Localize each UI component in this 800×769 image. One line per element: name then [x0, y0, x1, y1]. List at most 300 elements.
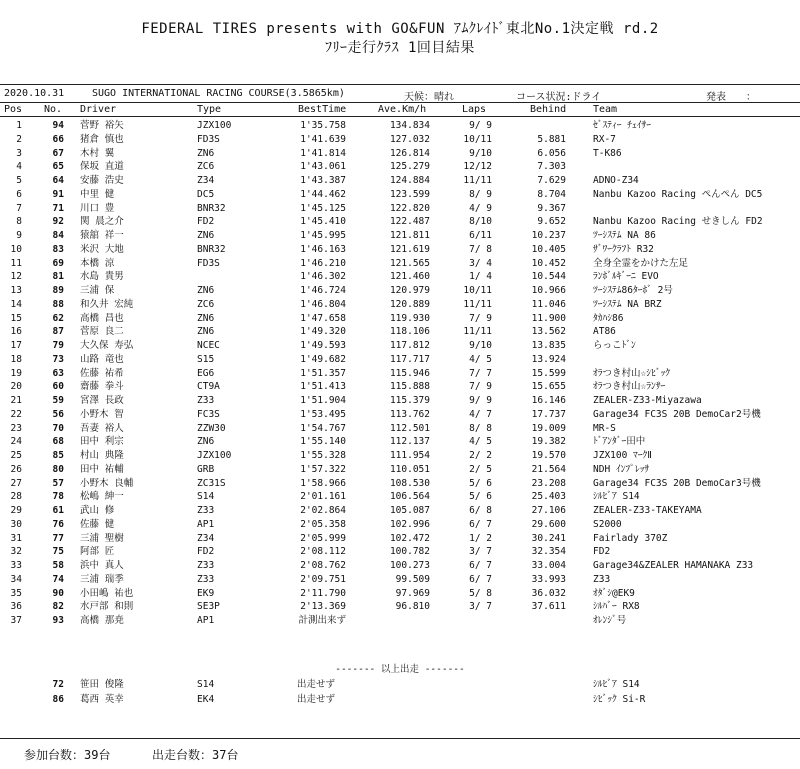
table-row — [0, 119, 800, 133]
cell-car-number: 88 — [52, 298, 64, 310]
cell-car-type: ZC6 — [197, 298, 215, 310]
cell-best-time: 2'02.864 — [300, 505, 346, 516]
table-row — [0, 532, 800, 546]
cell-laps: 1/ 2 — [469, 532, 492, 544]
cell-car-number: 67 — [52, 147, 64, 159]
cell-car-type: GRB — [197, 463, 215, 475]
cell-pos: 11 — [10, 257, 22, 269]
cell-car-type: EG6 — [197, 367, 215, 379]
cell-best-time: 1'41.639 — [300, 133, 346, 145]
cell-behind: 11.900 — [531, 312, 566, 324]
cell-pos: 36 — [10, 601, 22, 613]
cell-behind: 13.562 — [531, 326, 566, 338]
cell-team: MR-S — [593, 422, 616, 434]
cell-car-number: 73 — [52, 353, 64, 365]
cell-laps: 8/ 9 — [469, 188, 492, 200]
cell-pos: 30 — [10, 518, 22, 530]
table-row — [0, 215, 800, 229]
cell-behind: 33.993 — [531, 573, 566, 585]
cell-best-time: 1'49.682 — [300, 353, 346, 365]
cell-driver: 中里 健 — [80, 188, 115, 200]
cell-pos: 17 — [10, 340, 22, 351]
cell-driver: 米沢 大地 — [80, 243, 124, 255]
cell-best-time: 2'01.161 — [300, 491, 346, 503]
cell-driver: 菅野 裕矢 — [80, 120, 124, 131]
cell-laps: 8/10 — [469, 216, 492, 228]
cell-pos: 33 — [10, 560, 22, 571]
cell-laps: 6/ 8 — [469, 505, 492, 516]
cell-car-type: ZC31S — [197, 477, 226, 489]
non-starter-row — [0, 693, 800, 707]
cell-laps: 10/11 — [463, 285, 492, 296]
cell-laps: 6/11 — [469, 230, 492, 241]
cell-pos: 13 — [10, 285, 22, 296]
cell-car-type: NCEC — [197, 340, 220, 351]
cell-pos: 6 — [16, 188, 22, 200]
cell-driver: 小野木 良輔 — [80, 477, 134, 489]
table-row — [0, 504, 800, 518]
cell-best-time: 1'46.210 — [300, 257, 346, 269]
cell-team: 全身全霊をかけた左足 — [593, 257, 689, 269]
cell-driver: 小野木 智 — [80, 408, 124, 420]
cell-behind: 30.241 — [531, 532, 566, 544]
cell-driver: 川口 豊 — [80, 202, 115, 214]
cell-behind: 33.004 — [531, 560, 566, 571]
header-driver: Driver — [80, 104, 117, 115]
cell-car-type: EK4 — [197, 694, 215, 705]
table-row — [0, 422, 800, 436]
table-row — [0, 614, 800, 628]
cell-ave-speed: 123.599 — [389, 188, 430, 200]
table-row — [0, 284, 800, 298]
cell-team: ｼﾋﾞｯｸ Si-R — [593, 694, 646, 705]
cell-team: ｼﾙﾋﾞｱ S14 — [593, 679, 640, 690]
cell-ave-speed: 121.565 — [389, 257, 430, 269]
cell-car-type: ZC6 — [197, 161, 215, 173]
table-row — [0, 490, 800, 504]
cell-team: ｼﾙﾊﾞｰ RX8 — [593, 601, 640, 613]
cell-car-number: 85 — [52, 450, 64, 461]
cell-behind: 29.600 — [531, 518, 566, 530]
table-row — [0, 449, 800, 463]
table-row — [0, 435, 800, 449]
cell-car-number: 72 — [52, 679, 64, 690]
course-name: SUGO INTERNATIONAL RACING COURSE(3.5865km) — [92, 88, 345, 99]
cell-ave-speed: 110.051 — [389, 463, 430, 475]
header-type: Type — [197, 104, 222, 115]
cell-car-number: 69 — [52, 257, 64, 269]
cell-car-number: 90 — [52, 587, 64, 599]
cell-ave-speed: 127.032 — [389, 133, 430, 145]
cell-pos: 7 — [16, 202, 22, 214]
cell-car-number: 56 — [52, 408, 64, 420]
cell-driver: 関 晨之介 — [80, 216, 124, 228]
cell-pos: 27 — [10, 477, 22, 489]
cell-car-number: 80 — [52, 463, 64, 475]
cell-car-type: ZN6 — [197, 285, 215, 296]
cell-driver: 松嶋 紳一 — [80, 491, 124, 503]
cell-pos: 22 — [10, 408, 22, 420]
cell-car-number: 57 — [52, 477, 64, 489]
cell-pos: 2 — [16, 133, 22, 145]
cell-best-time: 1'44.462 — [300, 188, 346, 200]
cell-best-time: 2'09.751 — [300, 573, 346, 585]
cell-car-type: ZN6 — [197, 436, 215, 448]
cell-driver: 木村 翼 — [80, 147, 115, 159]
non-starter-row — [0, 678, 800, 692]
cell-team: ﾂｰｼｽﾃﾑ86ﾀｰﾎﾞ 2号 — [593, 285, 673, 296]
cell-behind: 16.146 — [531, 395, 566, 406]
cell-car-type: S15 — [197, 353, 215, 365]
cell-ave-speed: 126.814 — [389, 147, 430, 159]
cell-car-type: DC5 — [197, 188, 215, 200]
cell-car-number: 75 — [52, 546, 64, 558]
cell-best-time: 1'53.495 — [300, 408, 346, 420]
table-row — [0, 312, 800, 326]
cell-team: Garage34 FC3S 20B DemoCar3号機 — [593, 477, 761, 489]
cell-team: ﾂｰｼｽﾃﾑ NA BRZ — [593, 298, 662, 310]
cell-behind: 37.611 — [531, 601, 566, 613]
cell-driver: 宮澤 長政 — [80, 395, 124, 406]
cell-laps: 5/ 6 — [469, 491, 492, 503]
cell-laps: 6/ 7 — [469, 518, 492, 530]
cell-best-time: 計測出来ず — [298, 615, 346, 626]
starters-count: 出走台数：37台 — [152, 748, 239, 762]
cell-best-time: 1'45.410 — [300, 216, 346, 228]
cell-pos: 37 — [10, 615, 22, 626]
cell-car-type: FD3S — [197, 133, 220, 145]
cell-team: Fairlady 370Z — [593, 532, 668, 544]
cell-pos: 24 — [10, 436, 22, 448]
cell-car-type: Z33 — [197, 573, 215, 585]
cell-team: RX-7 — [593, 133, 616, 145]
cell-driver: 佐藤 健 — [80, 518, 115, 530]
cell-car-number: 60 — [52, 381, 64, 393]
cell-laps: 9/ 9 — [469, 120, 492, 131]
cell-car-number: 76 — [52, 518, 64, 530]
table-row — [0, 339, 800, 353]
cell-driver: 高橋 昌也 — [80, 312, 124, 324]
cell-laps: 11/11 — [463, 298, 492, 310]
cell-behind: 13.835 — [531, 340, 566, 351]
cell-best-time: 2'13.369 — [300, 601, 346, 613]
cell-behind: 9.652 — [537, 216, 566, 228]
cell-car-type: JZX100 — [197, 450, 232, 461]
cell-best-time: 2'08.112 — [300, 546, 346, 558]
cell-ave-speed: 118.106 — [389, 326, 430, 338]
cell-car-number: 92 — [52, 216, 64, 228]
cell-laps: 3/ 7 — [469, 546, 492, 558]
cell-car-type: Z34 — [197, 532, 215, 544]
table-row — [0, 463, 800, 477]
cell-laps: 11/11 — [463, 326, 492, 338]
cell-laps: 7/ 8 — [469, 243, 492, 255]
table-row — [0, 147, 800, 161]
cell-driver: 田中 利宗 — [80, 436, 124, 448]
cell-car-type: Z33 — [197, 560, 215, 571]
table-row — [0, 174, 800, 188]
cell-car-type: Z33 — [197, 395, 215, 406]
cell-laps: 5/ 8 — [469, 587, 492, 599]
cell-driver: 安藤 浩史 — [80, 175, 124, 186]
cell-driver: 佐藤 祐希 — [80, 367, 124, 379]
cell-laps: 9/ 9 — [469, 395, 492, 406]
table-row — [0, 477, 800, 491]
cell-car-number: 70 — [52, 422, 64, 434]
cell-car-type: FD2 — [197, 216, 215, 228]
cell-pos: 21 — [10, 395, 22, 406]
cell-laps: 10/11 — [463, 133, 492, 145]
cell-laps: 5/ 6 — [469, 477, 492, 489]
cell-ave-speed: 121.619 — [389, 243, 430, 255]
cell-best-time: 2'05.999 — [300, 532, 346, 544]
cell-best-time: 2'08.762 — [300, 560, 346, 571]
cell-ave-speed: 113.762 — [389, 408, 430, 420]
cell-team: ｻﾞﾜｰｸﾗﾌﾄ R32 — [593, 243, 654, 255]
page-title: FEDERAL TIRES presents with GO&FUN ｱﾑｸﾚｲﾄﾞ東北No.1決定戦 rd.2 — [141, 21, 659, 37]
cell-best-time: 1'46.804 — [300, 298, 346, 310]
cell-best-time: 1'55.328 — [300, 450, 346, 461]
cell-car-number: 63 — [52, 367, 64, 379]
cell-team: Garage34 FC3S 20B DemoCar2号機 — [593, 408, 761, 420]
cell-car-number: 58 — [52, 560, 64, 571]
cell-car-type: ZZW30 — [197, 422, 226, 434]
cell-behind: 8.704 — [537, 188, 566, 200]
cell-car-type: ZN6 — [197, 312, 215, 324]
cell-car-number: 71 — [52, 202, 64, 214]
cell-ave-speed: 112.137 — [389, 436, 430, 448]
cell-ave-speed: 102.996 — [389, 518, 430, 530]
cell-car-type: Z33 — [197, 505, 215, 516]
cell-behind: 10.237 — [531, 230, 566, 241]
cell-pos: 23 — [10, 422, 22, 434]
cell-best-time: 1'41.814 — [300, 147, 346, 159]
cell-behind: 17.737 — [531, 408, 566, 420]
cell-pos: 15 — [10, 312, 22, 324]
cell-ave-speed: 121.460 — [389, 271, 430, 283]
cell-car-number: 65 — [52, 161, 64, 173]
cell-ave-speed: 122.487 — [389, 216, 430, 228]
cell-laps: 4/ 5 — [469, 436, 492, 448]
table-row — [0, 229, 800, 243]
cell-ave-speed: 120.979 — [389, 285, 430, 296]
cell-car-type: AP1 — [197, 518, 215, 530]
cell-car-type: BNR32 — [197, 243, 226, 255]
cell-driver: 浜中 真人 — [80, 560, 124, 571]
cell-team: ZEALER-Z33-TAKEYAMA — [593, 505, 702, 516]
table-row — [0, 257, 800, 271]
cell-driver: 三浦 瑞季 — [80, 573, 124, 585]
cell-car-type: CT9A — [197, 381, 220, 393]
cell-driver: 三浦 聖樹 — [80, 532, 124, 544]
cell-car-number: 89 — [52, 285, 64, 296]
cell-ave-speed: 117.717 — [389, 353, 430, 365]
cell-pos: 28 — [10, 491, 22, 503]
cell-behind: 5.881 — [537, 133, 566, 145]
cell-driver: 本橋 涼 — [80, 257, 115, 269]
cell-car-number: 74 — [52, 573, 64, 585]
cell-pos: 5 — [16, 175, 22, 186]
cell-car-number: 93 — [52, 615, 64, 626]
cell-pos: 3 — [16, 147, 22, 159]
cell-team: ｾﾞｽﾃｨｰ ﾁｪｲｻｰ — [593, 120, 651, 131]
course-status: コース状況:ドライ — [516, 92, 602, 103]
cell-behind: 19.570 — [531, 450, 566, 461]
table-row — [0, 298, 800, 312]
cell-driver: 保坂 直道 — [80, 161, 124, 173]
cell-ave-speed: 115.888 — [389, 381, 430, 393]
table-row — [0, 188, 800, 202]
cell-team: ﾀｶﾊｼ86 — [593, 312, 624, 324]
cell-best-time: 1'46.724 — [300, 285, 346, 296]
cell-pos: 20 — [10, 381, 22, 393]
cell-driver: 猪倉 慎也 — [80, 133, 124, 145]
cell-car-number: 82 — [52, 601, 64, 613]
cell-behind: 15.655 — [531, 381, 566, 393]
cell-laps: 2/ 2 — [469, 450, 492, 461]
page-subtitle: ﾌﾘｰ走行ｸﾗｽ 1回目結果 — [325, 40, 475, 56]
cell-laps: 9/10 — [469, 147, 492, 159]
cell-driver: 水島 貴男 — [80, 271, 124, 283]
cell-best-time: 1'54.767 — [300, 422, 346, 434]
cell-driver: 武山 修 — [80, 505, 115, 516]
cell-car-number: 77 — [52, 532, 64, 544]
cell-laps: 4/ 9 — [469, 202, 492, 214]
cell-best-time: 1'49.320 — [300, 326, 346, 338]
cell-driver: 阿部 匠 — [80, 546, 115, 558]
cell-behind: 7.629 — [537, 175, 566, 186]
cell-behind: 11.046 — [531, 298, 566, 310]
cell-best-time: 2'11.790 — [300, 587, 346, 599]
cell-pos: 14 — [10, 298, 22, 310]
cell-car-type: FD2 — [197, 546, 215, 558]
cell-pos: 4 — [16, 161, 22, 173]
cell-behind: 25.403 — [531, 491, 566, 503]
cell-team: らっこﾄﾞﾝ — [593, 340, 636, 351]
cell-ave-speed: 100.782 — [389, 546, 430, 558]
cell-ave-speed: 108.530 — [389, 477, 430, 489]
cell-car-type: FD3S — [197, 257, 220, 269]
cell-driver: 和久井 宏純 — [80, 298, 134, 310]
cell-team: ｼﾙﾋﾞｱ S14 — [593, 491, 640, 503]
cell-car-number: 64 — [52, 175, 64, 186]
cell-car-number: 87 — [52, 326, 64, 338]
cell-behind: 23.208 — [531, 477, 566, 489]
header-laps: Laps — [462, 104, 487, 115]
cell-behind: 10.966 — [531, 285, 566, 296]
table-row — [0, 202, 800, 216]
cell-laps: 7/ 9 — [469, 312, 492, 324]
cell-car-number: 59 — [52, 395, 64, 406]
cell-pos: 26 — [10, 463, 22, 475]
table-row — [0, 518, 800, 532]
cell-best-time: 1'55.140 — [300, 436, 346, 448]
cell-car-type: Z34 — [197, 175, 215, 186]
cell-pos: 31 — [10, 532, 22, 544]
cell-laps: 3/ 7 — [469, 601, 492, 613]
cell-behind: 19.382 — [531, 436, 566, 448]
cell-team: Nanbu Kazoo Racing ぺんぺん DC5 — [593, 188, 763, 200]
table-row — [0, 380, 800, 394]
summary-bar — [0, 738, 800, 769]
cell-team: Z33 — [593, 573, 611, 585]
cell-car-type: BNR32 — [197, 202, 226, 214]
cell-best-time: 1'45.995 — [300, 230, 346, 241]
cell-driver: 猿舘 祥一 — [80, 230, 124, 241]
cell-team: ﾂｰｼｽﾃﾑ NA 86 — [593, 230, 656, 241]
cell-driver: 水戸部 和則 — [80, 601, 134, 613]
cell-behind: 10.544 — [531, 271, 566, 283]
cell-car-number: 91 — [52, 188, 64, 200]
header-team: Team — [593, 104, 618, 115]
cell-ave-speed: 106.564 — [389, 491, 430, 503]
cell-pos: 12 — [10, 271, 22, 283]
cell-laps: 4/ 7 — [469, 408, 492, 420]
cell-team: Nanbu Kazoo Racing せきしん FD2 — [593, 216, 763, 228]
cell-car-type: S14 — [197, 491, 215, 503]
table-row — [0, 270, 800, 284]
cell-best-time: 1'46.302 — [300, 271, 346, 283]
cell-laps: 2/ 5 — [469, 463, 492, 475]
cell-team: ZEALER-Z33-Miyazawa — [593, 395, 702, 406]
cell-car-number: 81 — [52, 271, 64, 283]
cell-behind: 21.564 — [531, 463, 566, 475]
cell-car-number: 66 — [52, 133, 64, 145]
cell-team: S2000 — [593, 518, 622, 530]
cell-driver: 山路 竜也 — [80, 353, 124, 365]
cell-team: AT86 — [593, 326, 616, 338]
cell-pos: 9 — [16, 230, 22, 241]
cell-team: Garage34&ZEALER HAMANAKA Z33 — [593, 560, 754, 571]
cell-behind: 9.367 — [537, 202, 566, 214]
cell-ave-speed: 111.954 — [389, 450, 430, 461]
cell-ave-speed: 105.087 — [389, 505, 430, 516]
announce-time: 発表 ： — [706, 92, 756, 103]
table-row — [0, 367, 800, 381]
event-date: 2020.10.31 — [4, 88, 65, 99]
cell-laps: 3/ 4 — [469, 257, 492, 269]
table-row — [0, 133, 800, 147]
table-row — [0, 243, 800, 257]
cell-best-time: 1'51.357 — [300, 367, 346, 379]
cell-car-number: 86 — [52, 694, 64, 705]
cell-driver: 大久保 寿弘 — [80, 340, 134, 351]
cell-ave-speed: 125.279 — [389, 161, 430, 173]
cell-driver: 吾妻 裕人 — [80, 422, 124, 434]
table-row — [0, 559, 800, 573]
cell-team: ｵﾚﾝｼﾞ号 — [593, 615, 627, 626]
cell-behind: 15.599 — [531, 367, 566, 379]
starters-divider: ------- 以上出走 ------- — [335, 664, 465, 675]
cell-behind: 32.354 — [531, 546, 566, 558]
cell-car-number: 61 — [52, 505, 64, 516]
cell-driver: 小田嶋 祐也 — [80, 587, 134, 599]
cell-laps: 6/ 7 — [469, 560, 492, 571]
cell-car-type: ZN6 — [197, 326, 215, 338]
cell-pos: 19 — [10, 367, 22, 379]
cell-car-number: 68 — [52, 436, 64, 448]
cell-pos: 8 — [16, 216, 22, 228]
cell-team: NDH ｲﾝﾌﾟﾚｯｻ — [593, 463, 650, 475]
cell-driver: 田中 祐輔 — [80, 463, 124, 475]
cell-best-time: 1'49.593 — [300, 340, 346, 351]
cell-driver: 笹田 俊隆 — [80, 679, 124, 690]
cell-ave-speed: 96.810 — [395, 601, 430, 613]
cell-best-time: 1'51.413 — [300, 381, 346, 393]
cell-team: ｵﾗつき村山☆ﾗﾝｻｰ — [593, 381, 666, 393]
cell-car-type: FC3S — [197, 408, 220, 420]
cell-laps: 6/ 7 — [469, 573, 492, 585]
